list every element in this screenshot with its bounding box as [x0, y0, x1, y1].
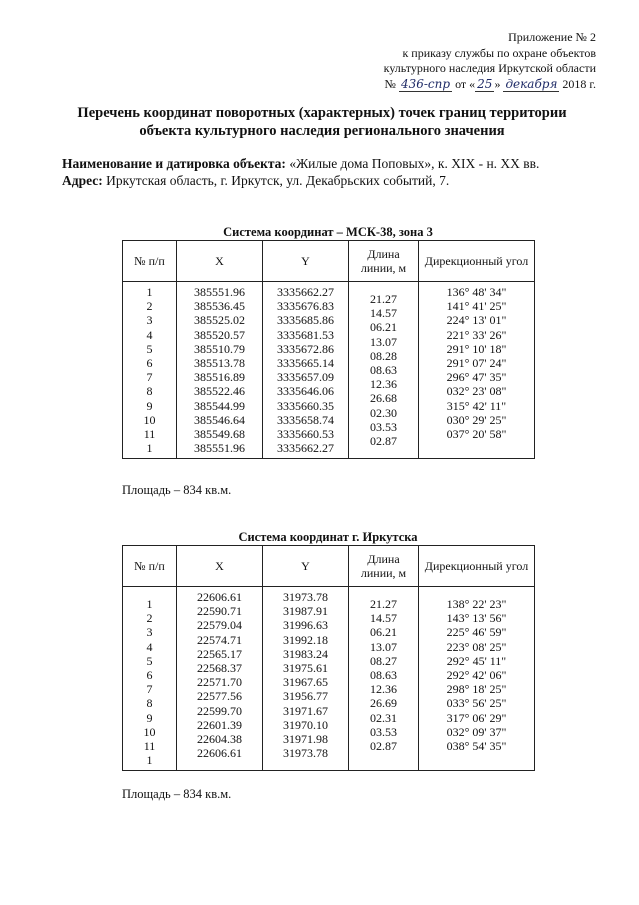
table-cell: 08.63 [370, 667, 397, 682]
order-date-sep: » [494, 76, 501, 91]
table-cell: 31956.77 [283, 689, 328, 704]
table-cell: 22571.70 [197, 675, 242, 690]
column-x [177, 587, 262, 763]
table-cell: 7 [146, 370, 153, 385]
table-cell: 22604.38 [197, 731, 242, 746]
table-cell: 6 [146, 667, 153, 682]
appendix-header [384, 30, 596, 92]
order-day-handwritten: 25 [477, 76, 493, 91]
table-cell: 3335657.09 [277, 370, 334, 385]
header-num: № п/п [123, 241, 177, 282]
column-numbers [123, 587, 176, 770]
table-header-row [123, 546, 535, 587]
table-header-row [123, 241, 535, 282]
appendix-order-ref: к приказу службы по охране объектов [402, 45, 596, 60]
column-angles [419, 587, 534, 756]
table-cell: 317° 06' 29" [446, 710, 507, 725]
table-cell: 22565.17 [197, 646, 242, 661]
table-body-row [123, 587, 535, 771]
table-cell: 02.87 [370, 738, 397, 753]
area-msk38: Площадь – 834 кв.м. [122, 483, 232, 497]
table-cell: 03.53 [370, 419, 397, 434]
table-cell: 26.68 [370, 391, 397, 406]
table-cell: 385551.96 [194, 441, 245, 456]
table-cell: 032° 23' 08" [446, 384, 507, 399]
table-cell: 02.31 [370, 710, 397, 725]
table-cell: 31987.91 [283, 604, 328, 619]
table-cell: 31996.63 [283, 618, 328, 633]
table-cell: 291° 10' 18" [446, 341, 507, 356]
table-cell: 22590.71 [197, 604, 242, 619]
table-cell: 292° 45' 11" [446, 653, 507, 668]
table-cell: 31967.65 [283, 675, 328, 690]
table-cell: 221° 33' 26" [446, 327, 507, 342]
table-cell: 385510.79 [194, 341, 245, 356]
table-cell: 3335672.86 [277, 341, 334, 356]
table-cell: 3335662.27 [277, 441, 334, 456]
object-name-label: Наименование и датировка объекта: [62, 156, 286, 171]
table-cell: 038° 54' 35" [446, 738, 507, 753]
table-cell: 06.21 [370, 320, 397, 335]
table-cell: 4 [146, 327, 153, 342]
table-cell: 3335660.35 [277, 398, 334, 413]
table-cell: 31973.78 [283, 746, 328, 761]
table-cell: 03.53 [370, 724, 397, 739]
table-cell: 385516.89 [194, 370, 245, 385]
order-month-handwritten: декабря [505, 76, 558, 91]
table-caption-msk38: Система координат – МСК-38, зона 3 [223, 225, 433, 239]
table-cell: 12.36 [370, 682, 397, 697]
table-cell: 06.21 [370, 625, 397, 640]
object-address-label: Адрес: [62, 173, 103, 188]
table-cell: 8 [146, 696, 153, 711]
table-cell: 22579.04 [197, 618, 242, 633]
table-cell: 315° 42' 11" [446, 398, 507, 413]
table-cell: 3335646.06 [277, 384, 334, 399]
table-cell: 11 [143, 426, 156, 441]
appendix-authority: культурного наследия Иркутской области [383, 61, 596, 75]
header-angle: Дирекционный угол [419, 546, 535, 587]
table-cell: 02.87 [370, 433, 397, 448]
header-length: Длина линии, м [349, 241, 419, 282]
table-cell: 385522.46 [194, 384, 245, 399]
table-cell: 385525.02 [194, 313, 245, 328]
table-cell: 4 [146, 639, 153, 654]
object-name-line [62, 155, 584, 172]
table-cell: 032° 09' 37" [446, 724, 507, 739]
table-cell: 385544.99 [194, 398, 245, 413]
column-lengths [349, 587, 418, 756]
order-number-label: № [384, 76, 396, 91]
object-address-value: Иркутская область, г. Иркутск, ул. Декабрьских событий, 7. [106, 173, 450, 188]
table-cell: 9 [146, 710, 153, 725]
table-cell: 3335658.74 [277, 412, 334, 427]
table-cell: 9 [146, 398, 153, 413]
table-cell: 3335676.83 [277, 299, 334, 314]
table-cell: 385546.64 [194, 412, 245, 427]
table-cell: 1 [146, 597, 153, 611]
table-cell: 224° 13' 01" [446, 313, 507, 328]
table-cell: 037° 20' 58" [446, 426, 507, 441]
table-cell: 2 [146, 611, 153, 626]
column-y [263, 587, 348, 763]
table-cell: 11 [143, 738, 156, 753]
header-length: Длина линии, м [349, 546, 419, 587]
table-cell: 3335660.53 [277, 426, 334, 441]
table-body-row [123, 282, 535, 459]
table-cell: 12.36 [370, 377, 397, 392]
table-cell: 385549.68 [194, 426, 245, 441]
table-cell: 22574.71 [197, 632, 242, 647]
appendix-title: Приложение № 2 [508, 30, 596, 44]
table-cell: 08.28 [370, 348, 397, 363]
table-cell: 7 [146, 682, 153, 697]
table-cell: 22606.61 [197, 746, 242, 761]
table-cell: 31971.67 [283, 703, 328, 718]
table-cell: 1 [146, 441, 153, 456]
table-cell: 3 [146, 625, 153, 640]
table-cell: 13.07 [370, 334, 397, 349]
table-cell: 298° 18' 25" [446, 682, 507, 697]
table-cell: 22601.39 [197, 717, 242, 732]
table-cell: 31975.61 [283, 660, 328, 675]
document-title: Перечень координат поворотных (характерных) точек границ территории объекта культурного наследия регионального значения [77, 105, 567, 139]
table-cell: 6 [146, 355, 153, 370]
header-num: № п/п [123, 546, 177, 587]
table-cell: 26.69 [370, 696, 397, 711]
header-y: Y [263, 546, 349, 587]
table-cell: 3335681.53 [277, 327, 334, 342]
object-info [62, 155, 584, 189]
table-cell: 13.07 [370, 639, 397, 654]
table-cell: 31970.10 [283, 717, 328, 732]
column-x [177, 282, 262, 458]
table-cell: 31971.98 [283, 731, 328, 746]
object-name-value: «Жилые дома Поповых», к. XIX - н. XX вв. [289, 156, 540, 171]
table-caption-irkutsk: Система координат г. Иркутска [238, 530, 418, 544]
table-cell: 22599.70 [197, 703, 242, 718]
table-cell: 223° 08' 25" [446, 639, 507, 654]
header-angle: Дирекционный угол [419, 241, 535, 282]
table-cell: 22606.61 [197, 590, 242, 604]
table-cell: 292° 42' 06" [446, 667, 507, 682]
table-cell: 136° 48' 34" [446, 285, 507, 299]
table-cell: 385520.57 [194, 327, 245, 342]
table-cell: 1 [146, 285, 153, 299]
coordinates-table-msk38 [122, 240, 535, 459]
table-cell: 2 [146, 299, 153, 314]
column-numbers [123, 282, 176, 458]
table-cell: 385536.45 [194, 299, 245, 314]
object-address-line [62, 172, 584, 189]
table-cell: 21.27 [370, 292, 397, 306]
table-cell: 385551.96 [194, 285, 245, 299]
table-cell: 8 [146, 384, 153, 399]
table-cell: 10 [143, 724, 156, 739]
table-cell: 5 [146, 341, 153, 356]
table-cell: 291° 07' 24" [446, 355, 507, 370]
table-cell: 3335685.86 [277, 313, 334, 328]
table-cell: 138° 22' 23" [446, 597, 507, 611]
order-number-handwritten: 436-спр [400, 76, 451, 91]
order-date-from: от « [455, 76, 476, 91]
table-cell: 02.30 [370, 405, 397, 420]
table-cell: 030° 29' 25" [446, 412, 507, 427]
table-cell: 3 [146, 313, 153, 328]
table-cell: 31992.18 [283, 632, 328, 647]
table-cell: 296° 47' 35" [446, 370, 507, 385]
order-year: 2018 г. [562, 76, 596, 91]
appendix-order-line [384, 77, 596, 93]
table-cell: 14.57 [370, 306, 397, 321]
header-x: X [177, 546, 263, 587]
header-x: X [177, 241, 263, 282]
table-cell: 033° 56' 25" [446, 696, 507, 711]
table-cell: 31983.24 [283, 646, 328, 661]
table-cell: 08.63 [370, 362, 397, 377]
table-cell: 08.27 [370, 653, 397, 668]
table-cell: 1 [146, 753, 153, 768]
table-cell: 21.27 [370, 597, 397, 611]
table-cell: 14.57 [370, 611, 397, 626]
table-cell: 141° 41' 25" [446, 299, 507, 314]
table-cell: 5 [146, 653, 153, 668]
table-cell: 22577.56 [197, 689, 242, 704]
table-cell: 10 [143, 412, 156, 427]
column-angles [419, 282, 534, 444]
coordinates-table-irkutsk [122, 545, 535, 771]
table-cell: 225° 46' 59" [446, 625, 507, 640]
table-cell: 22568.37 [197, 660, 242, 675]
column-y [263, 282, 348, 458]
area-irkutsk: Площадь – 834 кв.м. [122, 787, 232, 801]
header-y: Y [263, 241, 349, 282]
column-lengths [349, 282, 418, 451]
table-cell: 31973.78 [283, 590, 328, 604]
table-cell: 3335665.14 [277, 355, 334, 370]
table-cell: 385513.78 [194, 355, 245, 370]
table-cell: 143° 13' 56" [446, 611, 507, 626]
table-cell: 3335662.27 [277, 285, 334, 299]
